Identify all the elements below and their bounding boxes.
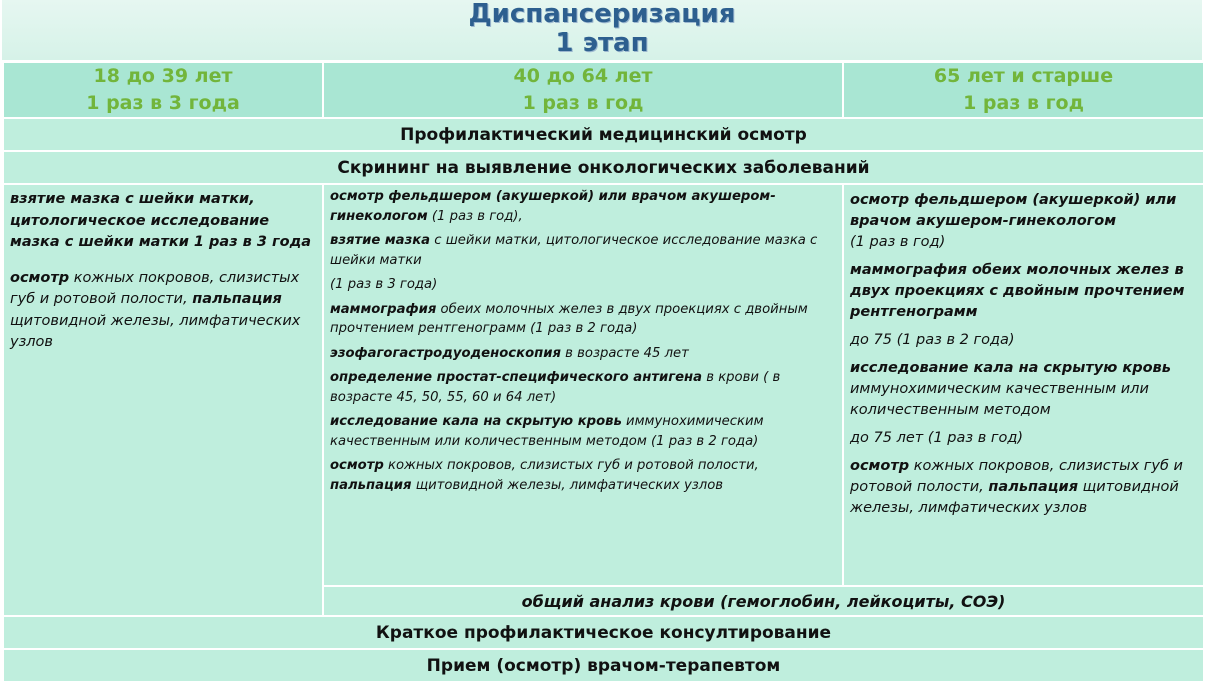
- bold-text: осмотр фельдшером (акушеркой) или врачом акушером-гинекологом: [330, 189, 776, 224]
- text: кожных покровов, слизистых губ и ротовой полости,: [850, 458, 1183, 495]
- paragraph: [10, 189, 316, 254]
- content-row: [3, 184, 1204, 586]
- age-frequency: 1 раз в год: [963, 92, 1084, 114]
- counseling-cell: Краткое профилактическое консултирование: [3, 616, 1204, 649]
- bold-text: осмотр: [850, 458, 910, 474]
- age-frequency: 1 раз в год: [522, 92, 644, 114]
- text: в крови ( в возрасте 45, 50, 55, 60 и 64 лет): [330, 370, 781, 405]
- bold-text: исследование кала на скрытую кровь: [850, 360, 1171, 376]
- bold-text: пальпация: [192, 291, 282, 307]
- age-range: 40 до 64 лет: [513, 65, 653, 87]
- age-group-40-64: [323, 62, 843, 118]
- dispensary-table: [2, 61, 1205, 683]
- title-line-1: Диспансеризация: [468, 0, 736, 29]
- text: щитовидной железы, лимфатических узлов: [850, 479, 1179, 516]
- counseling-row: [3, 616, 1204, 649]
- screening-cell: Скрининг на выявление онкологических заболеваний: [3, 151, 1204, 184]
- paragraph: [850, 456, 1197, 519]
- therapist-row: [3, 649, 1204, 682]
- text: (1 раз в год),: [427, 208, 523, 224]
- bold-text: исследование кала на скрытую кровь: [330, 414, 622, 429]
- text: в возрасте 45 лет: [560, 345, 689, 361]
- paragraph: [330, 187, 836, 226]
- therapist-cell: Прием (осмотр) врачом-терапевтом: [3, 649, 1204, 682]
- bold-text: осмотр: [10, 269, 70, 286]
- bold-text: взятие мазка с шейки матки, цитологическое исследование мазка с шейки матки 1 раз в 3 года: [10, 191, 312, 250]
- text: иммунохимическим качественным или количественным методом (1 раз в 2 года): [330, 414, 764, 449]
- paragraph: [850, 260, 1197, 323]
- paragraph: [330, 412, 836, 451]
- text: кожных покровов, слизистых губ и ротовой полости,: [10, 269, 300, 307]
- bold-text: определение простат-специфического антигена: [330, 370, 703, 385]
- age-header-row: [3, 62, 1204, 118]
- title-line-2: 1 этап: [555, 28, 649, 58]
- age-frequency: 1 раз в 3 года: [86, 92, 240, 114]
- paragraph: [850, 190, 1197, 253]
- text: с шейки матки, цитологическое исследование мазка с шейки матки: [330, 233, 818, 268]
- paragraph: [850, 358, 1197, 421]
- text: кожных покровов, слизистых губ и ротовой полости,: [383, 458, 759, 473]
- bold-text: эзофагогастродуоденоскопия: [330, 345, 561, 361]
- age-range: 65 лет и старше: [933, 65, 1114, 87]
- paragraph: [330, 344, 836, 364]
- exam-row: [3, 118, 1204, 151]
- paragraph: [850, 428, 1197, 449]
- text: обеих молочных желез в двух проекциях с двойным прочтением рентгенограмм (1 раз в 2 года): [330, 301, 808, 336]
- paragraph: [330, 300, 836, 339]
- exam-cell: Профилактический медицинский осмотр: [3, 118, 1204, 151]
- blood-test-cell: общий анализ крови (гемоглобин, лейкоциты, СОЭ): [323, 586, 1204, 616]
- col-65-plus-content: [843, 184, 1204, 586]
- age-range: 18 до 39 лет: [93, 65, 233, 87]
- page-title: [2, 0, 1202, 60]
- paragraph: [850, 330, 1197, 351]
- age-group-18-39: [3, 62, 323, 118]
- col-40-64-content: [323, 184, 843, 586]
- col-18-39-content: [3, 184, 323, 616]
- text: иммунохимическим качественным или количественным методом: [850, 381, 1149, 418]
- text: щитовидной железы, лимфатических узлов: [411, 477, 724, 493]
- bold-text: маммография обеих молочных желез в двух проекциях с двойным прочтением рентгенограмм: [850, 262, 1185, 320]
- text: (1 раз в год): [850, 234, 946, 250]
- text: до 75 лет (1 раз в год): [850, 430, 1024, 446]
- bold-text: осмотр фельдшером (акушеркой) или врачом акушером-гинекологом: [850, 192, 1177, 229]
- age-group-65-plus: [843, 62, 1204, 118]
- bold-text: маммография: [330, 301, 437, 317]
- paragraph: [330, 275, 836, 295]
- text: щитовидной железы, лимфатических узлов: [10, 312, 301, 350]
- text: до 75 (1 раз в 2 года): [850, 332, 1015, 348]
- text: (1 раз в 3 года): [330, 277, 438, 292]
- bold-text: осмотр: [330, 458, 384, 473]
- paragraph: [330, 231, 836, 270]
- paragraph: [330, 456, 836, 495]
- bold-text: пальпация: [988, 479, 1079, 495]
- paragraph: [330, 368, 836, 407]
- bold-text: пальпация: [330, 477, 412, 493]
- paragraph: [10, 268, 316, 354]
- screening-row: [3, 151, 1204, 184]
- bold-text: взятие мазка: [330, 233, 431, 248]
